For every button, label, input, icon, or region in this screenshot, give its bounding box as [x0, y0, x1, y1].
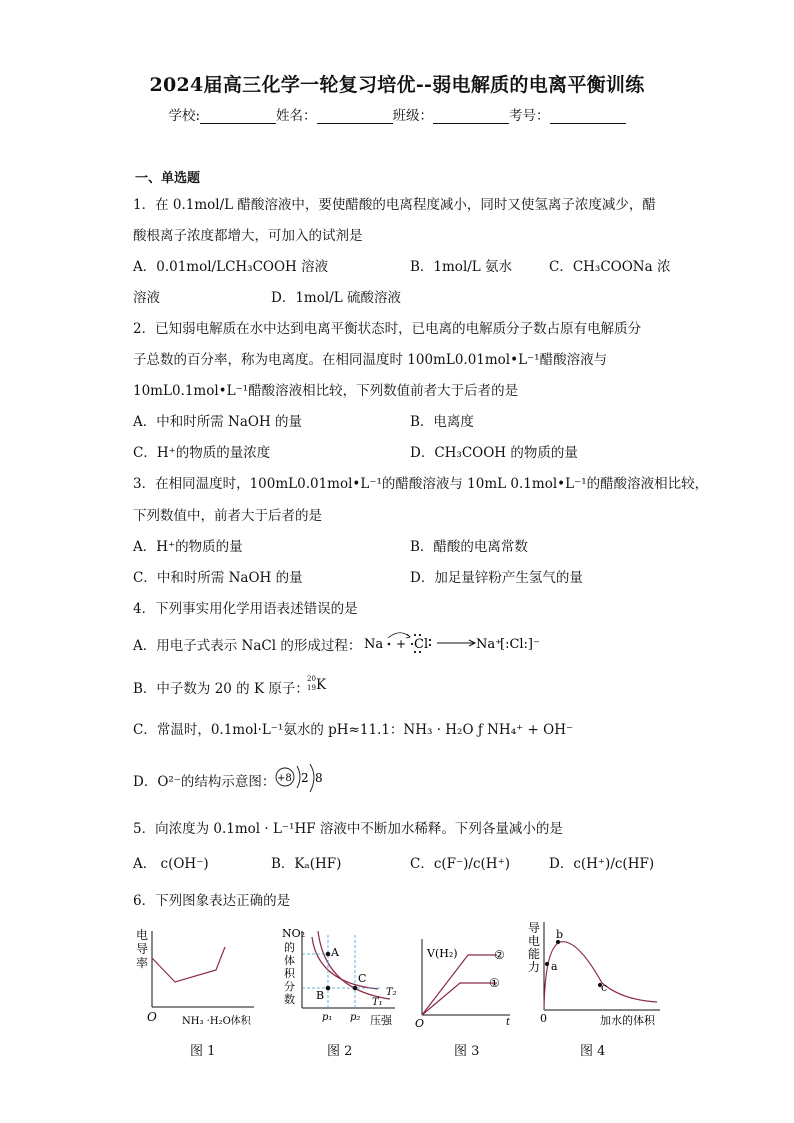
figure-2-caption: 图 2 — [327, 1044, 353, 1059]
q6-stem: 6．下列图象表达正确的是 — [133, 893, 291, 909]
fig4-point-a — [545, 962, 549, 966]
q1-option-a[interactable]: A．0.01mol/LCH₃COOH 溶液 — [133, 259, 329, 275]
shell1-electrons: 2 — [301, 771, 309, 785]
q1-stem-line1: 1．在 0.1mol/L 醋酸溶液中，要使醋酸的电离程度减小，同时又使氢离子浓度减少，醋 — [133, 197, 656, 213]
school-label: 学校: — [168, 108, 201, 124]
fig2-label-p2: p₂ — [350, 1012, 361, 1023]
q4-option-a[interactable]: A．用电子式表示 NaCl 的形成过程： — [133, 638, 362, 654]
fig2-ylabel-char: NO₂ — [282, 927, 306, 940]
fig1-ylabel-char: 率 — [136, 956, 149, 970]
shell2-electrons: 8 — [315, 771, 323, 785]
fig2-xlabel: 压强 — [370, 1014, 392, 1027]
cl-ion-label: [:Cl:]⁻ — [500, 637, 540, 652]
fig4-label-a: a — [551, 960, 558, 973]
q2-option-d[interactable]: D．CH₃COOH 的物质的量 — [410, 445, 578, 461]
fig3-curve-1 — [422, 983, 497, 1015]
q1-option-d[interactable]: D．1mol/L 硫酸溶液 — [271, 290, 401, 306]
q4-option-d[interactable]: D．O²⁻的结构示意图： — [133, 774, 276, 790]
fig2-ylabel-char: 积 — [284, 967, 295, 980]
oxygen-ion-structure-diagram — [272, 762, 332, 802]
fig2-label-b: B — [316, 989, 325, 1002]
class-blank[interactable] — [433, 109, 509, 124]
class-label: 班级： — [392, 108, 434, 124]
q4-stem: 4．下列事实用化学用语表述错误的是 — [133, 601, 358, 617]
figure-3-hydrogen-volume-graph — [412, 935, 517, 1030]
na-ion-label: Na⁺ — [476, 637, 502, 652]
plus-sign: + — [396, 637, 407, 651]
figure-1-conductivity-graph — [134, 925, 260, 1030]
fig2-ylabel-char: 分 — [284, 980, 295, 993]
name-label: 姓名： — [276, 108, 317, 124]
fig4-label-c: c — [601, 981, 608, 994]
q3-stem-line1: 3．在相同温度时，100mL0.01mol•L⁻¹的醋酸溶液与 10mL 0.1mol•L⁻¹的醋酸溶液相比较， — [133, 476, 709, 492]
q3-option-b[interactable]: B．醋酸的电离常数 — [410, 539, 528, 555]
fig4-ylabel-char: 能 — [528, 947, 541, 961]
fig1-ylabel-char: 导 — [136, 942, 149, 956]
section-heading: 一、单选题 — [135, 171, 201, 186]
figure-3-caption: 图 3 — [454, 1044, 480, 1059]
fig4-ylabel-char: 力 — [528, 960, 541, 974]
k-element-symbol: K — [316, 677, 327, 693]
figure-2-no2-fraction-graph — [280, 925, 400, 1030]
fig3-label-1: ① — [489, 976, 500, 990]
nacl-electron-formula — [362, 626, 548, 658]
q3-option-a[interactable]: A．H⁺的物质的量 — [133, 539, 243, 555]
fig2-label-c: C — [358, 972, 367, 985]
q3-stem-line2: 下列数值中，前者大于后者的是 — [133, 508, 322, 524]
q5-option-a[interactable]: A． c(OH⁻) — [133, 856, 209, 872]
q2-stem-line1: 2．已知弱电解质在水中达到电离平衡状态时，已电离的电解质分子数占原有电解质分 — [133, 321, 642, 337]
electron-shell-2 — [310, 764, 314, 792]
na-atom-label: Na — [364, 637, 384, 652]
fig2-label-t2: T₂ — [386, 987, 397, 998]
figure-1-caption: 图 1 — [190, 1044, 216, 1059]
fig3-origin: O — [415, 1017, 425, 1030]
q3-option-c[interactable]: C．中和时所需 NaOH 的量 — [133, 570, 303, 586]
fig2-point-b — [326, 986, 331, 991]
fig2-label-a: A — [331, 946, 339, 959]
exam-no-blank[interactable] — [550, 109, 626, 124]
figure-4-caption: 图 4 — [580, 1044, 606, 1059]
fig1-ylabel-char: 电 — [136, 928, 149, 942]
fig3-label-2: ② — [494, 948, 505, 962]
q2-option-c[interactable]: C．H⁺的物质的量浓度 — [133, 445, 271, 461]
q3-option-d[interactable]: D．加足量锌粉产生氢气的量 — [410, 570, 583, 586]
q5-option-d[interactable]: D．c(H⁺)/c(HF) — [549, 856, 655, 872]
fig4-xlabel: 加水的体积 — [600, 1014, 655, 1027]
na-electron-dot — [388, 643, 391, 646]
q4-option-c[interactable]: C．常温时，0.1mol·L⁻¹氨水的 pH≈11.1：NH₃ · H₂O ƒ NH₄⁺ + OH⁻ — [133, 722, 574, 738]
fig2-label-p1: p₁ — [322, 1012, 333, 1023]
nucleus-charge: +8 — [277, 773, 292, 784]
student-info-line — [0, 104, 794, 124]
q4-option-b[interactable]: B．中子数为 20 的 K 原子： — [133, 681, 309, 697]
k-atomic-number: 19 — [307, 684, 316, 692]
school-blank[interactable] — [200, 109, 276, 124]
fig2-ylabel-char: 的 — [284, 941, 295, 954]
q2-option-b[interactable]: B．电离度 — [410, 414, 474, 430]
cl-electron-dot — [419, 634, 421, 636]
fig2-point-a — [326, 952, 331, 957]
q5-stem: 5．向浓度为 0.1mol · L⁻¹HF 溶液中不断加水稀释。下列各量减小的是 — [133, 821, 563, 837]
fig1-origin: O — [147, 1010, 157, 1024]
fig2-label-t1: T₁ — [372, 997, 383, 1008]
cl-atom-label: Cl — [414, 637, 429, 652]
fig2-curve-t2 — [312, 937, 378, 989]
exam-no-label: 考号： — [509, 108, 550, 124]
fig4-ylabel-char: 电 — [528, 934, 541, 948]
fig4-label-b: b — [556, 928, 564, 941]
cl-electron-dot — [429, 639, 431, 641]
fig1-curve — [152, 947, 225, 982]
k-mass-number: 20 — [307, 675, 316, 683]
q2-option-a[interactable]: A．中和时所需 NaOH 的量 — [133, 414, 303, 430]
name-blank[interactable] — [317, 109, 393, 124]
fig4-curve — [544, 942, 657, 1010]
q2-stem-line3: 10mL0.1mol•L⁻¹醋酸溶液相比较，下列数值前者大于后者的是 — [133, 383, 519, 399]
q5-option-b[interactable]: B．Kₐ(HF) — [271, 856, 342, 872]
fig2-ylabel-char: 体 — [284, 954, 295, 967]
fig3-xlabel: t — [506, 1017, 511, 1028]
q1-option-b[interactable]: B．1mol/L 氨水 — [410, 259, 513, 275]
fig4-ylabel-char: 导 — [528, 921, 541, 935]
q5-option-c[interactable]: C．c(F⁻)/c(H⁺) — [410, 856, 510, 872]
q1-option-c[interactable]: C．CH₃COONa 浓 — [549, 259, 671, 275]
cl-electron-dot — [414, 634, 416, 636]
cl-electron-dot — [411, 643, 413, 645]
figure-4-conductivity-dilution-graph — [522, 918, 667, 1030]
q2-stem-line2: 子总数的百分率，称为电离度。在相同温度时 100mL0.01mol•L⁻¹醋酸溶液与 — [133, 352, 608, 368]
fig2-point-c — [353, 986, 358, 991]
q1-option-c-cont: 溶液 — [133, 290, 160, 306]
fig4-origin: 0 — [540, 1012, 547, 1025]
fig2-ylabel-char: 数 — [284, 993, 295, 1006]
page-title: 2024届高三化学一轮复习培优--弱电解质的电离平衡训练 — [149, 74, 645, 96]
electron-shell-1 — [297, 766, 300, 788]
fig1-xlabel: NH₃ ·H₂O体积 — [182, 1016, 251, 1027]
cl-electron-dot — [429, 644, 431, 646]
q1-stem-line2: 酸根离子浓度都增大，可加入的试剂是 — [133, 228, 363, 244]
fig3-ylabel: V(H₂) — [427, 947, 458, 960]
